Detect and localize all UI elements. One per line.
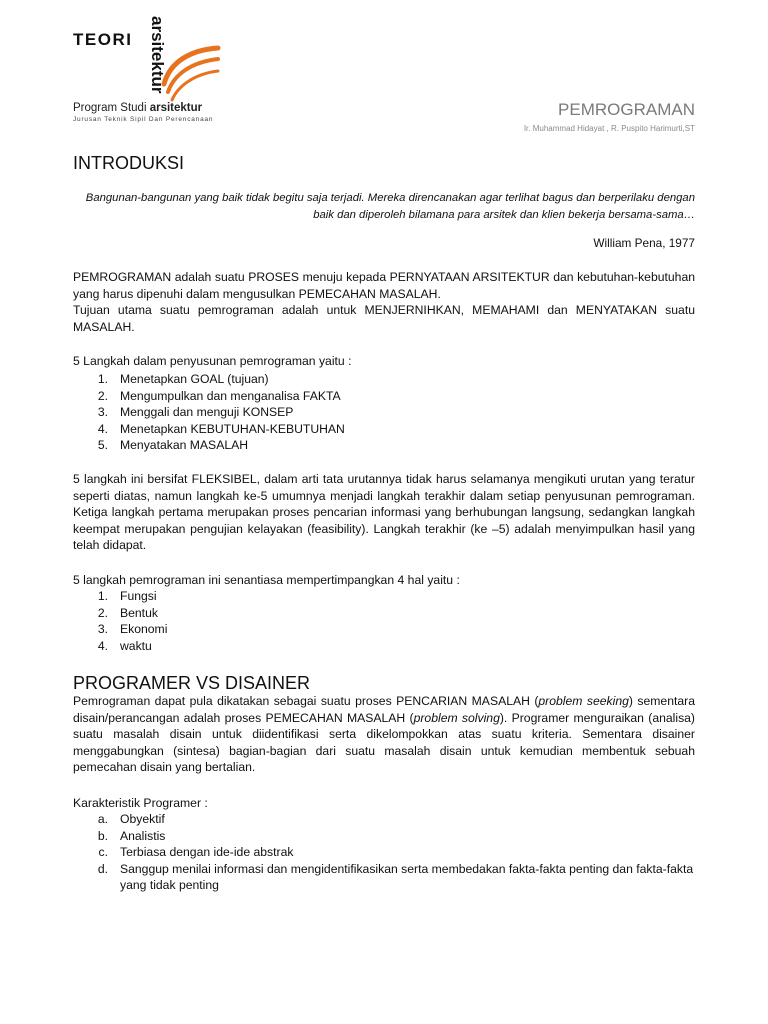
logo-arcs-icon [160, 44, 220, 102]
document-authors: Ir. Muhammad Hidayat , R. Puspito Harimurti,ST [523, 124, 695, 133]
logo-vertical-text: arsitektur [148, 16, 167, 94]
list-item: b. Analistis [97, 828, 166, 843]
list-item: d. Sanggup menilai informasi dan mengidentifikasikan serta membedakan fakta-fakta penting dan fakta-fakta yang tidak penting [97, 861, 694, 892]
list-item: 1. Fungsi [97, 589, 157, 603]
department-subtitle: Jurusan Teknik Sipil Dan Perencanaan [73, 116, 214, 123]
program-prefix: Program Studi [73, 102, 147, 114]
list-item: a. Obyektif [97, 812, 165, 826]
list-item: 2. Bentuk [97, 605, 158, 620]
list-item: 2. Mengumpulkan dan menganalisa FAKTA [97, 388, 341, 403]
list-item: 4. Menetapkan KEBUTUHAN-KEBUTUHAN [97, 421, 345, 436]
list-item: c. Terbiasa dengan ide-ide abstrak [98, 845, 294, 859]
characteristics-list [73, 811, 695, 894]
quote-attribution: William Pena, 1977 [593, 236, 695, 250]
aspects-intro: 5 langkah pemrograman ini senantiasa mempertimpangkan 4 hal yaitu : [73, 573, 460, 587]
vs-paragraph: Pemrograman dapat pula dikatakan sebagai suatu proses PENCARIAN MASALAH (problem seeking) sementara disain/perancangan adalah proses PEMECAHAN MASALAH (problem solving). Programer menguraikan (analisa) suatu masalah disain untuk diidentifikasi serta dikelompokkan atas suatu kriteria. Sementara disainer menggabungkan (sintesa) bagian-bagian dari suatu masalah disain untuk kemudian membentuk sebuah pemecahan disain yang bertalian. [73, 694, 695, 774]
list-item: 3. Menggali dan menguji KONSEP [97, 405, 294, 419]
aspects-list [73, 588, 695, 654]
intro-paragraph-2: Tujuan utama suatu pemrograman adalah untuk MENJERNIHKAN, MEMAHAMI dan MENYATAKAN suatu MASALAH. [73, 303, 695, 334]
list-item: 1. Menetapkan GOAL (tujuan) [97, 372, 269, 386]
vs-heading: PROGRAMER VS DISAINER [73, 673, 311, 693]
program-studi-label [73, 102, 202, 114]
program-name: arsitektur [149, 102, 203, 114]
intro-heading: INTRODUKSI [73, 153, 185, 173]
intro-quote: Bangunan-bangunan yang baik tidak begitu saja terjadi. Mereka direncanakan agar terlihat bagus dan berperilaku dengan baik dan diperoleh bilamana para arsitek dan klien bekerja bersama-sama… [85, 192, 695, 221]
list-item: 4. waktu [97, 638, 152, 653]
logo-teori-text: TEORI [73, 30, 133, 49]
list-item: 5. Menyatakan MASALAH [97, 438, 249, 452]
document-title: PEMROGRAMAN [558, 100, 695, 119]
intro-paragraph-1: PEMROGRAMAN adalah suatu PROSES menuju kepada PERNYATAAN ARSITEKTUR dan kebutuhan-kebutuhan yang harus dipenuhi dalam mengusulkan PEMECAHAN MASALAH. [73, 270, 695, 301]
logo-arsitektur-vertical [132, 14, 167, 94]
steps-list [73, 371, 695, 454]
steps-intro: 5 Langkah dalam penyusunan pemrograman yaitu : [73, 354, 352, 368]
list-item: 3. Ekonomi [97, 622, 168, 636]
characteristics-intro: Karakteristik Programer : [73, 796, 208, 810]
flexibility-paragraph: 5 langkah ini bersifat FLEKSIBEL, dalam arti tata urutannya tidak harus selamanya mengikuti urutan yang teratur seperti diatas, namun langkah ke-5 umumnya menjadi langkah terakhir dalam setiap penyusunan pemrograman. Ketiga langkah pertama merupakan proses pencarian informasi yang berhubungan langsung, sedangkan langkah keempat merupakan pengujian kelayakan (feasibility). Langkah terakhir (ke –5) adalah menyimpulkan hasil yang telah didapat. [73, 472, 695, 552]
